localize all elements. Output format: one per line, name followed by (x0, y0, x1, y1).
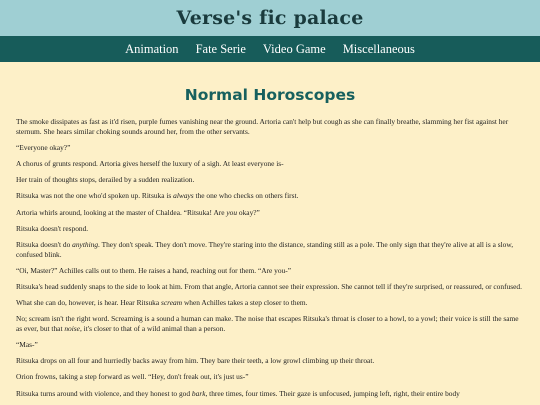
post-content (0, 62, 540, 405)
story-paragraph (16, 117, 524, 136)
story-paragraph (16, 266, 524, 276)
paragraph-text: when Achilles takes a step closer to them. (182, 298, 308, 308)
story-paragraph (16, 298, 524, 308)
site-title[interactable]: Verse's fic palace (176, 7, 364, 29)
story-paragraph (16, 389, 524, 399)
story-paragraph (16, 175, 524, 185)
story-paragraph (16, 356, 524, 366)
paragraph-text: No; scream isn't the right word. Screaming is a sound a human can make. The noise that escapes Ritsuka's throat is closer to a howl, to a yowl; their voice is still the same as ever, but that (16, 314, 519, 333)
story-paragraph (16, 314, 524, 333)
post-title: Normal Horoscopes (184, 86, 356, 104)
paragraph-text: . They don't speak. They don't move. They're staring into the distance, standing still as a pole. The only sign that they're alive at all is a slow, confused blink. (16, 239, 514, 259)
nav-item-fate-serie[interactable]: Fate Serie (195, 41, 246, 56)
paragraph-text: A chorus of grunts respond. Artoria gives herself the luxury of a sigh. At least everyone is- (16, 158, 284, 168)
paragraph-text: Ritsuka doesn't do (16, 239, 73, 249)
paragraph-text: Ritsuka turns around with violence, and they honest to god (16, 388, 192, 398)
emphasis-text: anything (72, 239, 99, 249)
paragraph-text: Orion frowns, taking a step forward as well. “Hey, don't freak out, it's just us-” (16, 372, 249, 382)
main-nav (0, 36, 540, 62)
paragraph-text: Her train of thoughts stops, derailed by a sudden realization. (16, 175, 195, 185)
site-header (0, 0, 540, 36)
paragraph-text: “Mas-” (16, 340, 38, 350)
nav-item-animation[interactable]: Animation (125, 41, 179, 56)
story-paragraph (16, 143, 524, 153)
story-paragraph (16, 224, 524, 234)
paragraph-text: “Oi, Master?” Achilles calls out to them. He raises a hand, reaching out for them. “Are you-” (16, 265, 292, 275)
emphasis-text: always (173, 191, 194, 201)
emphasis-text: you (226, 207, 238, 217)
paragraph-text: Ritsuka doesn't respond. (16, 223, 89, 233)
emphasis-text: noise (64, 323, 80, 333)
paragraph-text: “Everyone okay?” (16, 142, 71, 152)
story-paragraph (16, 240, 524, 259)
nav-item-miscellaneous[interactable]: Miscellaneous (342, 41, 415, 56)
paragraph-text: , it's closer to that of a wild animal than a person. (79, 323, 226, 333)
paragraph-text: okay?” (237, 207, 260, 217)
story-paragraph (16, 208, 524, 218)
paragraph-text: What she can do, however, is hear. Hear Ritsuka (16, 298, 162, 308)
paragraph-text: The smoke dissipates as fast as it'd risen, purple fumes vanishing near the ground. Artoria can't help but cough as she can finally breathe, slamming her fist against her sternum. She hears similar choking sounds around her, from the other servants. (16, 117, 509, 136)
paragraph-text: Ritsuka's head suddenly snaps to the side to look at him. From that angle, Artoria cannot see their expression. She cannot tell if they're surprised, or reassured, or confused. (16, 281, 522, 291)
paragraph-text: , three times, four times. Their gaze is unfocused, jumping left, right, their entire body (205, 388, 460, 398)
paragraph-text: Artoria whirls around, looking at the master of Chaldea. “Ritsuka! Are (16, 207, 227, 217)
story-paragraph (16, 372, 524, 382)
nav-item-video-game[interactable]: Video Game (262, 41, 326, 56)
paragraph-text: Ritsuka drops on all four and hurriedly backs away from him. They bare their teeth, a low growl climbing up their throat. (16, 356, 375, 366)
paragraph-text: Ritsuka was not the one who'd spoken up. Ritsuka is (16, 191, 174, 201)
emphasis-text: bark (191, 388, 206, 398)
story-paragraph (16, 159, 524, 169)
paragraph-text: the one who checks on others first. (193, 191, 299, 201)
emphasis-text: scream (161, 298, 183, 308)
story-paragraph (16, 282, 524, 292)
post-body (16, 117, 524, 398)
story-paragraph (16, 340, 524, 350)
story-paragraph (16, 191, 524, 201)
